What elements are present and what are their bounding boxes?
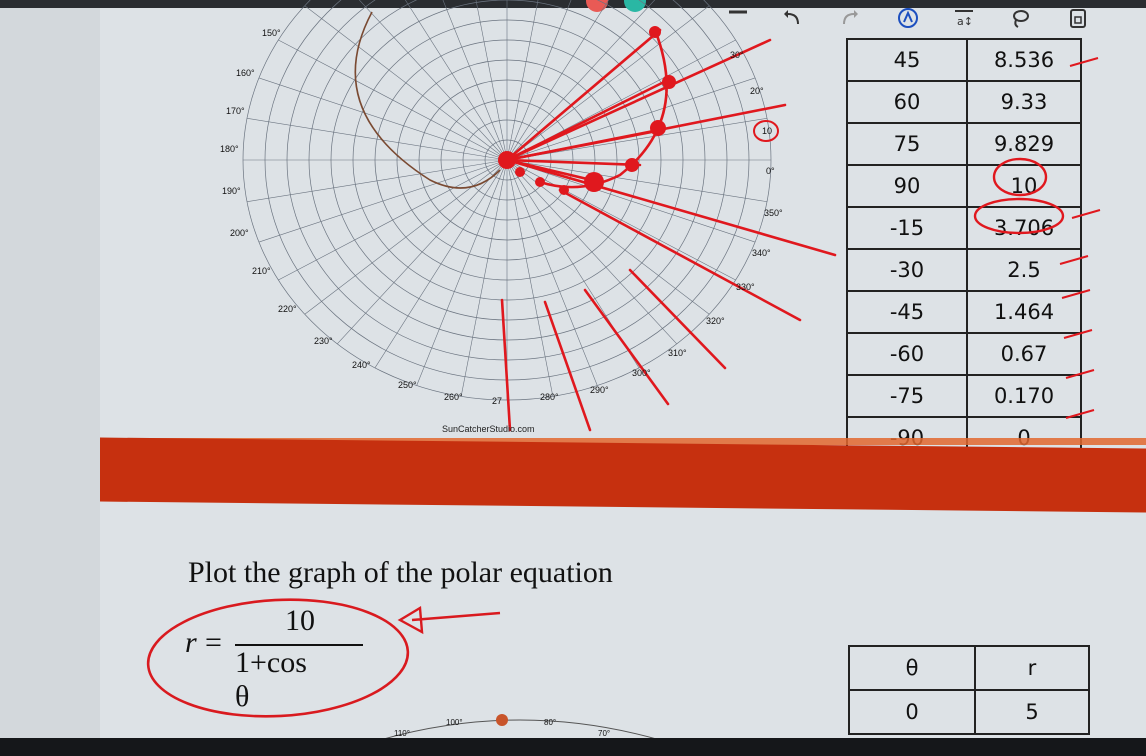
- angle-label-170: 170°: [226, 106, 245, 116]
- r-cell: 10: [967, 165, 1081, 207]
- angle-label-10: 10: [762, 126, 773, 136]
- svg-text:a↕: a↕: [957, 15, 973, 28]
- theta-cell: 90: [847, 165, 967, 207]
- angle-label-320: 320°: [706, 316, 725, 326]
- r-cell: 9.829: [967, 123, 1081, 165]
- angle-label-230: 230°: [314, 336, 333, 346]
- equation-lhs: r: [185, 626, 197, 659]
- screen-bottom-edge: [0, 738, 1146, 756]
- angle-label-200: 200°: [230, 228, 249, 238]
- angle-label-30: 30°: [730, 50, 744, 60]
- equation-numerator: 10: [285, 604, 315, 637]
- r-cell: 8.536: [967, 39, 1081, 81]
- r-cell: 5: [975, 690, 1089, 734]
- angle-label-240: 240°: [352, 360, 371, 370]
- theta-cell: 0: [849, 690, 975, 734]
- theta-cell: 75: [847, 123, 967, 165]
- theta-cell: -75: [847, 375, 967, 417]
- theta-r-table: [848, 645, 1090, 735]
- equation-denominator: 1+cos θ: [235, 646, 307, 713]
- plotted-point-ink: [496, 714, 508, 726]
- angle-label-310: 310°: [668, 348, 687, 358]
- angle-label-280: 280°: [540, 392, 559, 402]
- angle-label-100: 100°: [446, 718, 463, 727]
- theta-cell: 45: [847, 39, 967, 81]
- table-row: [849, 690, 1089, 734]
- next-polar-grid-peek: [0, 700, 846, 740]
- angle-label-330: 330°: [736, 282, 755, 292]
- watermark-text: SunCatcherStudio.com: [442, 424, 535, 434]
- angle-label-160: 160°: [236, 68, 255, 78]
- angle-label-300: 300°: [632, 368, 651, 378]
- r-cell: 0.67: [967, 333, 1081, 375]
- r-cell: 1.464: [967, 291, 1081, 333]
- arrow-ink: [400, 608, 500, 632]
- angle-label-190: 190°: [222, 186, 241, 196]
- angle-label-20: 20°: [750, 86, 764, 96]
- angle-label-110: 110°: [394, 729, 410, 738]
- problem-prompt: Plot the graph of the polar equation: [188, 556, 613, 589]
- theta-cell: -60: [847, 333, 967, 375]
- theta-header: θ: [849, 646, 975, 690]
- angle-label-270: 27: [492, 396, 503, 406]
- angle-label-350: 350°: [764, 208, 783, 218]
- theta-cell: 60: [847, 81, 967, 123]
- angle-label-70: 70°: [598, 729, 611, 738]
- angle-label-220: 220°: [278, 304, 297, 314]
- angle-label-340: 340°: [752, 248, 771, 258]
- angle-label-260: 260°: [444, 392, 463, 402]
- angle-label-180: 180°: [220, 144, 239, 154]
- r-cell: 2.5: [967, 249, 1081, 291]
- r-cell: 9.33: [967, 81, 1081, 123]
- angle-label-250: 250°: [398, 380, 417, 390]
- theta-cell: -45: [847, 291, 967, 333]
- theta-cell: -15: [847, 207, 967, 249]
- angle-label-0: 0°: [766, 166, 775, 176]
- theta-cell: -30: [847, 249, 967, 291]
- table-header-row: [849, 646, 1089, 690]
- angle-label-210: 210°: [252, 266, 271, 276]
- angle-label-150: 150°: [262, 28, 281, 38]
- r-cell: 0.170: [967, 375, 1081, 417]
- r-cell: 3.706: [967, 207, 1081, 249]
- angle-label-80: 80°: [544, 718, 557, 727]
- equation-equals: =: [205, 626, 222, 659]
- r-header: r: [975, 646, 1089, 690]
- angle-label-290: 290°: [590, 385, 609, 395]
